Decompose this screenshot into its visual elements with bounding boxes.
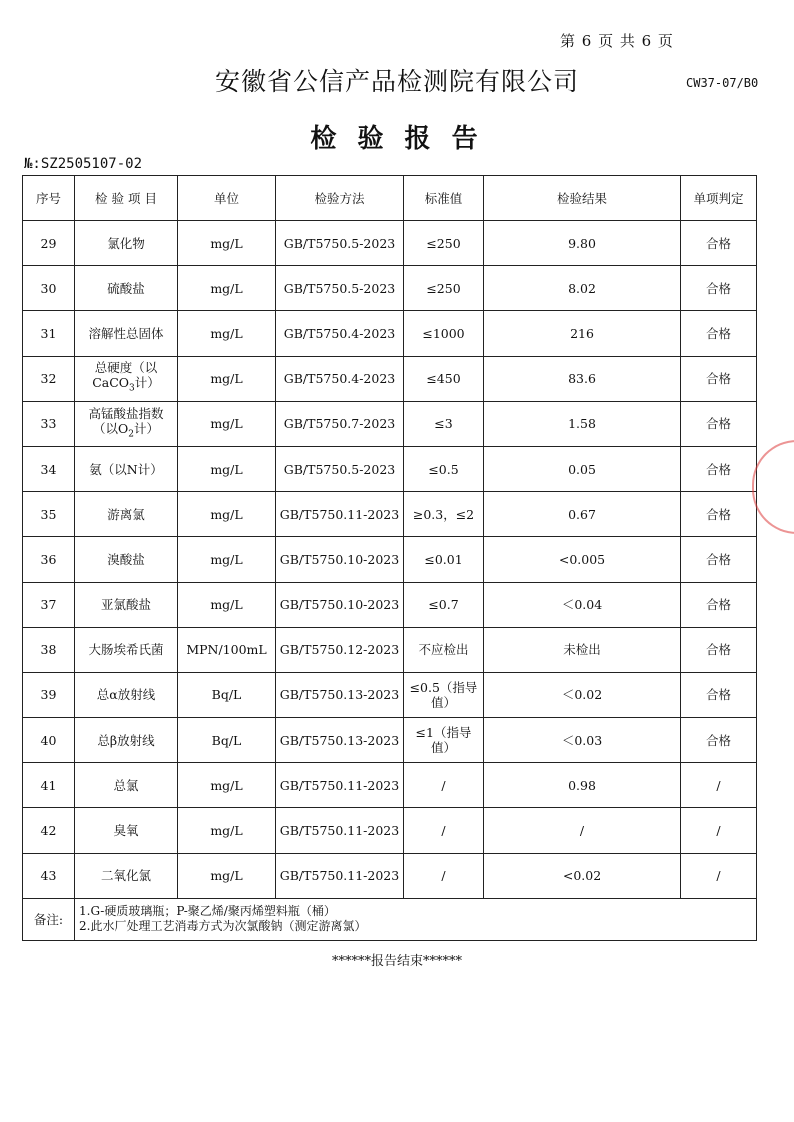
item-line-1: 高锰酸盐指数 (88, 405, 164, 421)
item-line-1: 总α放射线 (96, 687, 156, 703)
cell-no: 39 (23, 672, 75, 717)
cell-result: ＜0.02 (484, 672, 681, 717)
standard-line-1: ≤1000 (422, 325, 465, 341)
cell-judgment: 合格 (681, 672, 757, 717)
cell-unit: mg/L (178, 763, 276, 808)
cell-unit: mg/L (178, 492, 276, 537)
cell-unit: mg/L (178, 266, 276, 311)
item-line-2 (78, 375, 174, 397)
col-header-standard: 标准值 (404, 176, 484, 221)
col-header-no: 序号 (23, 176, 75, 221)
item-line-1: 硫酸盐 (107, 280, 145, 296)
cell-no: 34 (23, 446, 75, 491)
cell-item (75, 808, 178, 853)
report-end-mark: ******报告结束****** (331, 954, 462, 969)
table-row (23, 221, 757, 266)
cell-unit: mg/L (178, 311, 276, 356)
col-header-item: 检 验 项 目 (75, 176, 178, 221)
table-row (23, 266, 757, 311)
standard-line-1: ≤250 (426, 280, 461, 296)
cell-method: GB/T5750.7-2023 (276, 401, 404, 446)
cell-unit: mg/L (178, 537, 276, 582)
cell-method: GB/T5750.5-2023 (276, 221, 404, 266)
cell-judgment: 合格 (681, 221, 757, 266)
cell-item (75, 763, 178, 808)
cell-standard (404, 446, 484, 491)
cell-item (75, 356, 178, 401)
cell-result: 未检出 (484, 627, 681, 672)
cell-unit: mg/L (178, 582, 276, 627)
cell-standard (404, 266, 484, 311)
cell-result: 83.6 (484, 356, 681, 401)
cell-item (75, 266, 178, 311)
notes-content (75, 898, 757, 940)
cell-judgment: 合格 (681, 356, 757, 401)
table-row (23, 356, 757, 401)
table-row (23, 763, 757, 808)
cell-standard (404, 221, 484, 266)
notes-row (23, 898, 757, 940)
cell-no: 29 (23, 221, 75, 266)
cell-method: GB/T5750.4-2023 (276, 311, 404, 356)
cell-judgment: 合格 (681, 718, 757, 763)
cell-judgment: / (681, 763, 757, 808)
cell-no: 38 (23, 627, 75, 672)
cell-judgment: 合格 (681, 537, 757, 582)
cell-judgment: 合格 (681, 311, 757, 356)
standard-line-1: ≤450 (426, 371, 461, 387)
table-row (23, 401, 757, 446)
cell-item (75, 853, 178, 898)
cell-method: GB/T5750.11-2023 (276, 808, 404, 853)
cell-standard (404, 763, 484, 808)
table-header-row (23, 176, 757, 221)
standard-line-1: ≤0.01 (424, 551, 463, 567)
cell-item (75, 311, 178, 356)
col-header-unit: 单位 (178, 176, 276, 221)
table-row (23, 627, 757, 672)
page-indicator: 第 6 页 共 6 页 (560, 32, 674, 50)
cell-method: GB/T5750.10-2023 (276, 582, 404, 627)
cell-method: GB/T5750.11-2023 (276, 763, 404, 808)
standard-line-2: 值） (430, 694, 456, 710)
item-line-1: 氨（以N计） (89, 461, 163, 477)
cell-judgment: 合格 (681, 266, 757, 311)
item-line-1: 臭氧 (113, 823, 139, 839)
cell-result: / (484, 808, 681, 853)
cell-no: 40 (23, 718, 75, 763)
cell-method: GB/T5750.13-2023 (276, 718, 404, 763)
results-table (22, 175, 757, 941)
note-line-1: 1.G-硬质玻璃瓶；P-聚乙烯/聚丙烯塑料瓶（桶） (79, 904, 336, 919)
cell-unit: MPN/100mL (178, 627, 276, 672)
table-row (23, 311, 757, 356)
cell-result: ＜0.03 (484, 718, 681, 763)
standard-line-1: ≤0.5 (428, 461, 459, 477)
cell-judgment: 合格 (681, 627, 757, 672)
cell-unit: mg/L (178, 356, 276, 401)
cell-result: 8.02 (484, 266, 681, 311)
item-tail: 计） (133, 420, 159, 436)
standard-line-1: ≤3 (434, 416, 453, 432)
table-row (23, 582, 757, 627)
cell-result: 1.58 (484, 401, 681, 446)
form-code: CW37-07/B0 (686, 76, 759, 90)
cell-no: 36 (23, 537, 75, 582)
cell-item (75, 537, 178, 582)
standard-line-1: / (441, 777, 446, 793)
table-row (23, 808, 757, 853)
cell-method: GB/T5750.4-2023 (276, 356, 404, 401)
cell-result: 0.67 (484, 492, 681, 537)
cell-standard (404, 356, 484, 401)
cell-item (75, 401, 178, 446)
cell-judgment: / (681, 808, 757, 853)
cell-item (75, 672, 178, 717)
item-line-1: 总氯 (113, 777, 139, 793)
item-line-1: 亚氯酸盐 (100, 597, 151, 613)
cell-standard (404, 808, 484, 853)
standard-line-1: ≤1（指导 (415, 725, 472, 741)
cell-result: 0.98 (484, 763, 681, 808)
cell-no: 32 (23, 356, 75, 401)
item-line-1: 溴酸盐 (107, 551, 145, 567)
cell-judgment: / (681, 853, 757, 898)
cell-no: 33 (23, 401, 75, 446)
cell-item (75, 446, 178, 491)
item-line-2 (78, 421, 174, 443)
cell-item (75, 718, 178, 763)
item-line-1: 溶解性总固体 (88, 325, 164, 341)
item-formula: （以O (93, 420, 129, 436)
cell-method: GB/T5750.10-2023 (276, 537, 404, 582)
table-row (23, 537, 757, 582)
cell-judgment: 合格 (681, 401, 757, 446)
item-line-1: 二氧化氯 (100, 868, 151, 884)
item-line-1: 总硬度（以 (94, 360, 158, 376)
standard-line-1: / (441, 823, 446, 839)
cell-judgment: 合格 (681, 492, 757, 537)
document-title: 检 验 报 告 (310, 124, 484, 154)
item-line-1: 氯化物 (107, 235, 145, 251)
cell-standard (404, 627, 484, 672)
standard-line-1: / (441, 868, 446, 884)
report-number: №:SZ2505107-02 (24, 156, 143, 172)
standard-line-1: ≥0.3，≤2 (412, 506, 475, 522)
cell-standard (404, 537, 484, 582)
table-row (23, 672, 757, 717)
cell-standard (404, 311, 484, 356)
item-formula: CaCO (92, 375, 130, 391)
item-subscript: 2 (128, 429, 134, 440)
company-name: 安徽省公信产品检测院有限公司 (214, 67, 579, 96)
item-subscript: 3 (129, 383, 135, 394)
standard-line-1: ≤0.7 (428, 597, 459, 613)
cell-no: 30 (23, 266, 75, 311)
cell-unit: Bq/L (178, 672, 276, 717)
cell-no: 41 (23, 763, 75, 808)
cell-unit: mg/L (178, 446, 276, 491)
col-header-result: 检验结果 (484, 176, 681, 221)
cell-judgment: 合格 (681, 446, 757, 491)
table-row (23, 718, 757, 763)
cell-standard (404, 582, 484, 627)
cell-standard (404, 492, 484, 537)
cell-unit: mg/L (178, 808, 276, 853)
cell-unit: Bq/L (178, 718, 276, 763)
cell-method: GB/T5750.13-2023 (276, 672, 404, 717)
standard-line-1: ≤250 (426, 235, 461, 251)
cell-standard (404, 853, 484, 898)
table-row (23, 446, 757, 491)
cell-no: 35 (23, 492, 75, 537)
cell-no: 37 (23, 582, 75, 627)
item-line-1: 总β放射线 (97, 732, 155, 748)
cell-item (75, 492, 178, 537)
note-line-2: 2.此水厂处理工艺消毒方式为次氯酸钠（测定游离氯） (79, 919, 367, 934)
item-line-1: 游离氯 (107, 506, 145, 522)
table-row (23, 853, 757, 898)
cell-result: <0.02 (484, 853, 681, 898)
cell-method: GB/T5750.5-2023 (276, 446, 404, 491)
item-tail: 计） (134, 375, 160, 391)
standard-line-1: ≤0.5（指导 (409, 679, 478, 695)
cell-item (75, 221, 178, 266)
cell-method: GB/T5750.5-2023 (276, 266, 404, 311)
cell-unit: mg/L (178, 853, 276, 898)
cell-unit: mg/L (178, 221, 276, 266)
col-header-judgment: 单项判定 (681, 176, 757, 221)
cell-method: GB/T5750.11-2023 (276, 492, 404, 537)
cell-result: 216 (484, 311, 681, 356)
item-line-1: 大肠埃希氏菌 (88, 642, 164, 658)
cell-result: 0.05 (484, 446, 681, 491)
cell-result: <0.005 (484, 537, 681, 582)
cell-no: 31 (23, 311, 75, 356)
cell-method: GB/T5750.12-2023 (276, 627, 404, 672)
col-header-method: 检验方法 (276, 176, 404, 221)
cell-standard (404, 718, 484, 763)
cell-unit: mg/L (178, 401, 276, 446)
standard-line-2: 值） (430, 740, 456, 756)
cell-method: GB/T5750.11-2023 (276, 853, 404, 898)
cell-result: 9.80 (484, 221, 681, 266)
cell-item (75, 627, 178, 672)
cell-result: ＜0.04 (484, 582, 681, 627)
cell-item (75, 582, 178, 627)
cell-judgment: 合格 (681, 582, 757, 627)
seal-stamp (752, 440, 794, 534)
cell-standard (404, 672, 484, 717)
standard-line-1: 不应检出 (418, 642, 469, 658)
cell-standard (404, 401, 484, 446)
notes-label: 备注: (23, 898, 75, 940)
cell-no: 43 (23, 853, 75, 898)
cell-no: 42 (23, 808, 75, 853)
table-row (23, 492, 757, 537)
